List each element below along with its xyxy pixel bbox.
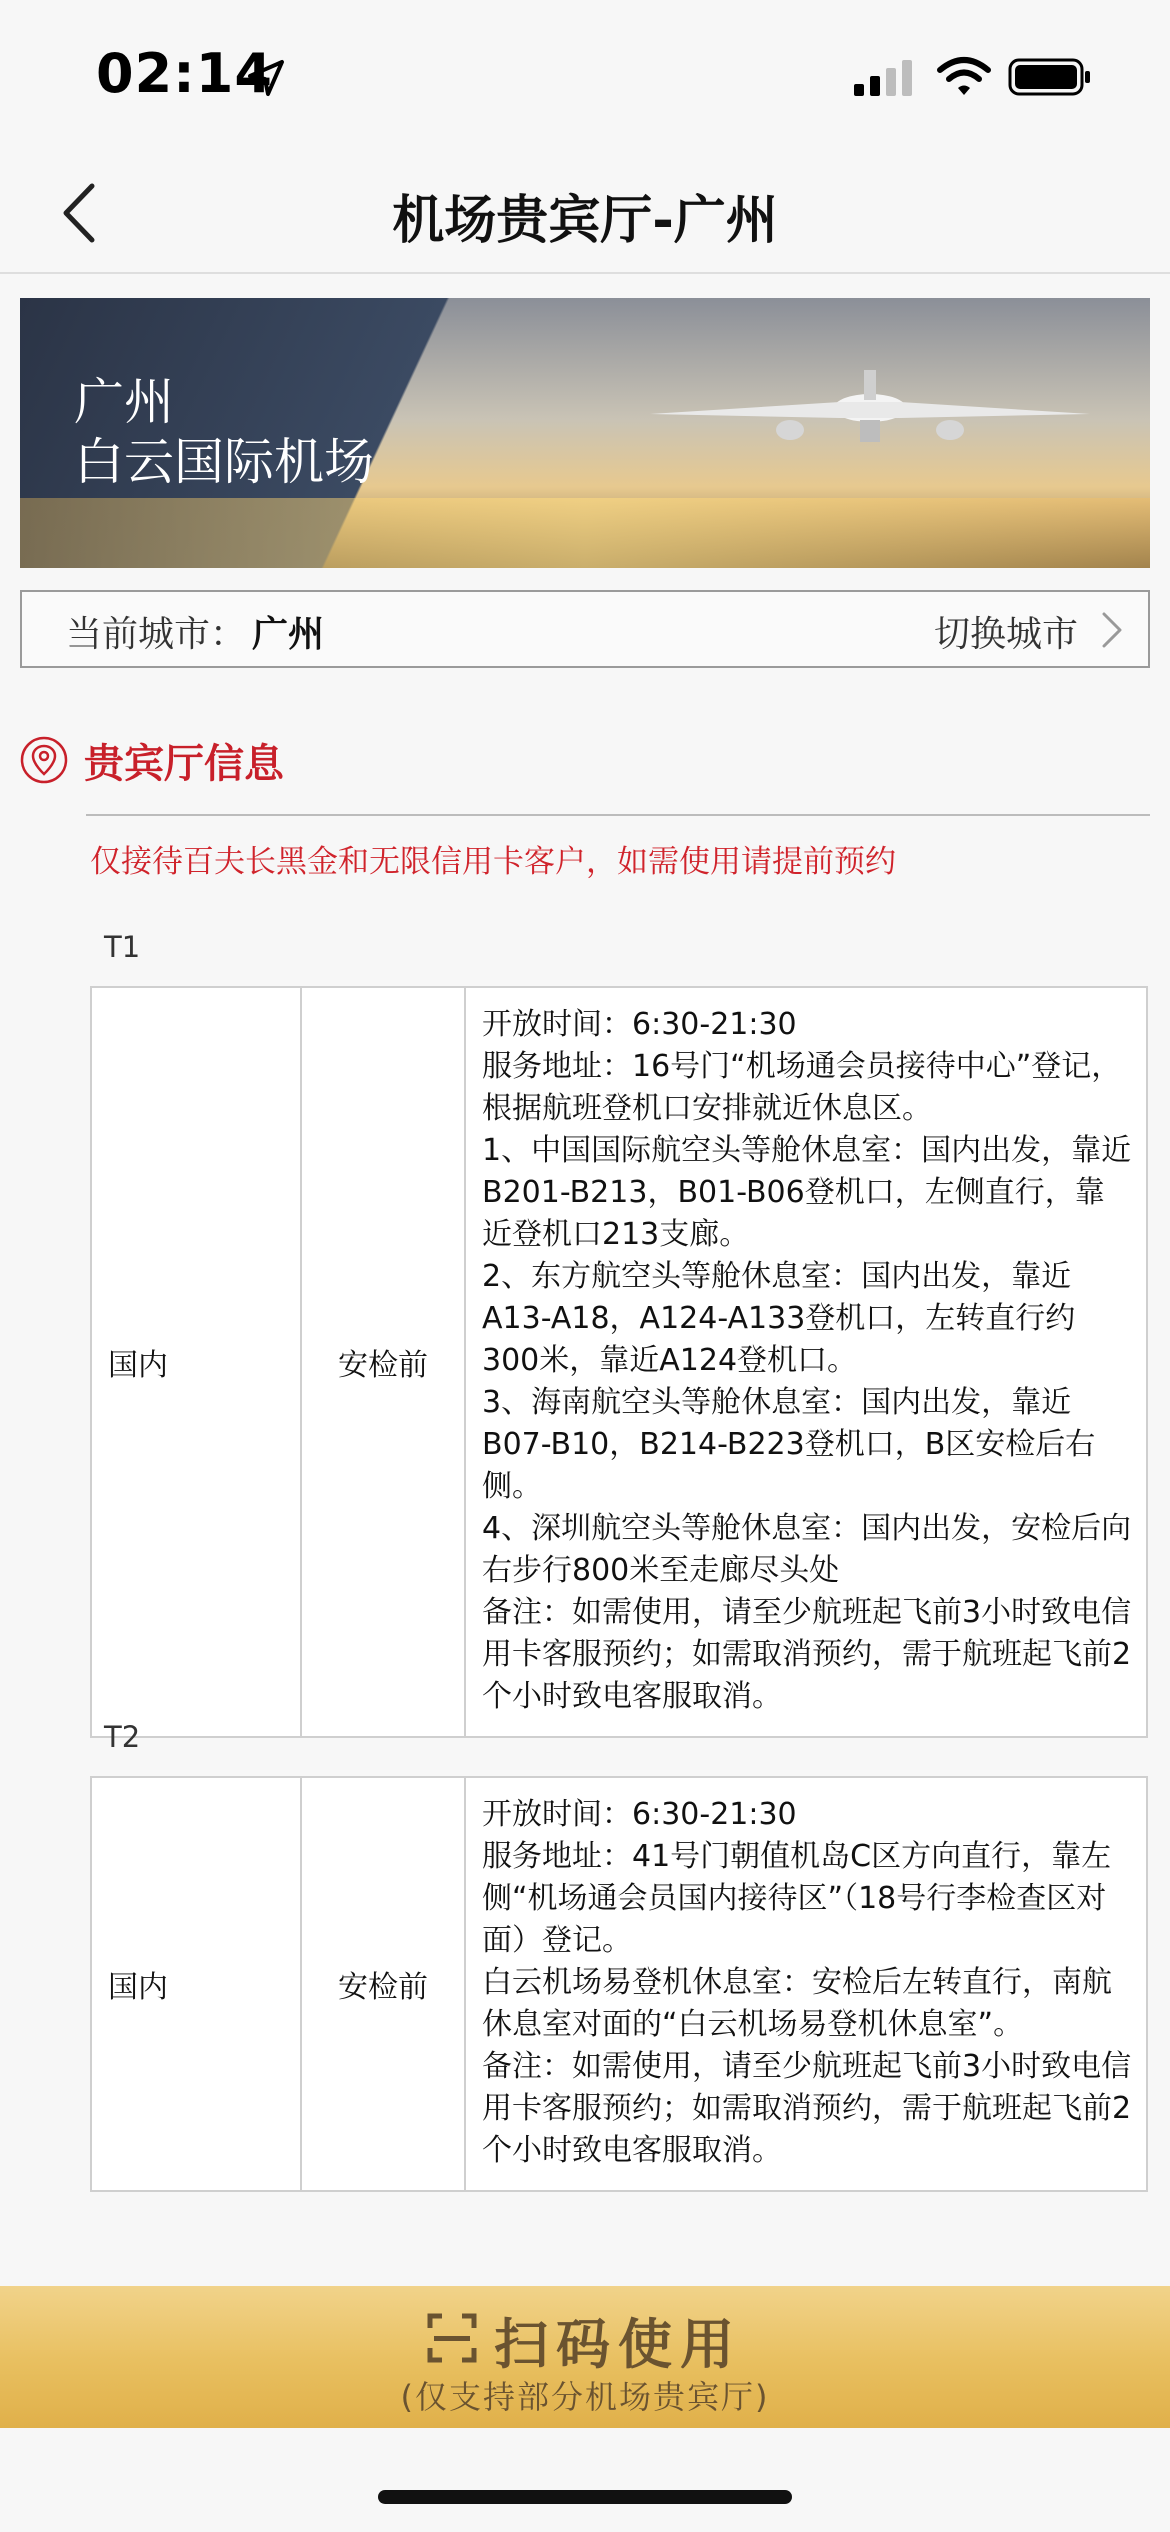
banner-glow: [20, 498, 1150, 568]
lounge-table-t2: [90, 1776, 1148, 2192]
current-city-label: [66, 606, 324, 657]
banner-airport-name: 白云国际机场: [74, 433, 374, 491]
eligibility-notice: 仅接待百夫长黑金和无限信用卡客户，如需使用请提前预约: [90, 844, 896, 880]
terminal-label-t1: T1: [104, 930, 141, 964]
scan-icon: [426, 2312, 478, 2364]
home-indicator: [378, 2490, 792, 2504]
terminal-label-t2: T2: [104, 1720, 141, 1754]
banner-city: 广州: [74, 373, 174, 431]
wifi-icon: [936, 56, 992, 98]
position-cell: 安检前: [301, 987, 465, 1737]
scan-title: 扫码使用: [494, 2313, 742, 2376]
current-city-prefix: 当前城市：: [66, 614, 247, 655]
lounge-table-t1: [90, 986, 1148, 1738]
status-time: 02:14: [96, 42, 273, 105]
table-row: [91, 987, 1147, 1737]
scan-subtitle: (仅支持部分机场贵宾厅): [400, 2378, 770, 2416]
page-title: 机场贵宾厅-广州: [392, 191, 778, 251]
location-pin-icon: [20, 736, 68, 784]
nav-bar: [0, 150, 1170, 274]
switch-city-button[interactable]: 切换城市: [933, 614, 1078, 655]
lounge-info-title: 贵宾厅信息: [84, 741, 284, 787]
current-city-value: 广州: [252, 614, 325, 655]
table-row: [91, 1777, 1147, 2191]
status-bar: [0, 0, 1170, 150]
region-cell: 国内: [91, 987, 301, 1737]
airport-banner: [20, 298, 1150, 568]
current-city-bar[interactable]: [20, 590, 1150, 668]
region-cell: 国内: [91, 1777, 301, 2191]
lounge-info-cell: 开放时间：6:30-21:30 服务地址：16号门“机场通会员接待中心”登记，根据航班登机口安排就近休息区。 1、中国国际航空头等舱休息室：国内出发，靠近B201-B213，B01-B06登机口，左侧直行，靠近登机口213支廊。 2、东方航空头等舱休息室：国内出发，靠近A13-A18，A124-A133登机口，左转直行约300米，靠近A124登机口。 3、海南航空头等舱休息室：国内出发，靠近B07-B10，B214-B223登机口，B区安检后右侧。 4、深圳航空头等舱休息室：国内出发，安检后向右步行800米至走廊尽头处 备注：如需使用，请至少航班起飞前3小时致电信用卡客服预约；如需取消预约，需于航班起飞前2个小时致电客服取消。: [465, 987, 1147, 1737]
chevron-right-icon[interactable]: [1098, 610, 1126, 650]
location-arrow-icon: [246, 58, 286, 98]
airplane-icon: [650, 368, 1090, 478]
section-divider: [86, 814, 1150, 816]
position-cell: 安检前: [301, 1777, 465, 2191]
scan-to-use-button[interactable]: [0, 2286, 1170, 2428]
battery-icon: [1008, 56, 1092, 98]
cellular-signal-icon: [852, 58, 916, 98]
lounge-info-cell: 开放时间：6:30-21:30 服务地址：41号门朝值机岛C区方向直行，靠左侧“机场通会员国内接待区”（18号行李检查区对面）登记。 白云机场易登机休息室：安检后左转直行，南航休息室对面的“白云机场易登机休息室”。 备注：如需使用，请至少航班起飞前3小时致电信用卡客服预约；如需取消预约，需于航班起飞前2个小时致电客服取消。: [465, 1777, 1147, 2191]
